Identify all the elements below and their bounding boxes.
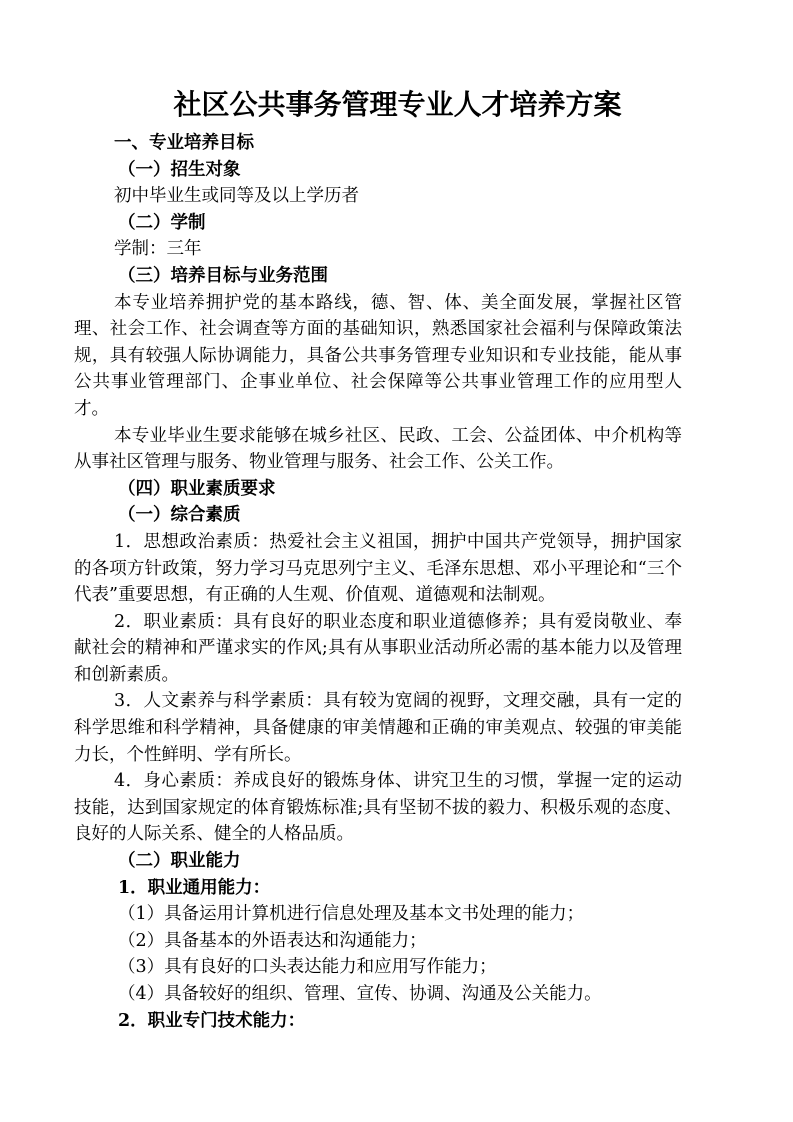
paragraph: 本专业毕业生要求能够在城乡社区、民政、工会、公益团体、中介机构等从事社区管理与服务、物业管理与服务、社会工作、公关工作。 bbox=[74, 425, 682, 473]
subsection-heading: 1．职业通用能力： bbox=[118, 877, 271, 898]
section-heading: 一、专业培养目标 bbox=[114, 133, 254, 153]
subsection-heading: （二）职业能力 bbox=[118, 851, 241, 872]
subsection-heading: （一）综合素质 bbox=[118, 505, 241, 526]
list-item: （2）具备基本的外语表达和沟通能力； bbox=[118, 930, 427, 951]
paragraph: 3．人文素养与科学素质：具有较为宽阔的视野，文理交融，具有一定的科学思维和科学精神，具备健康的审美情趣和正确的审美观点、较强的审美能力长，个性鲜明、学有所长。 bbox=[74, 691, 682, 765]
paragraph: 4．身心素质：养成良好的锻炼身体、讲究卫生的习惯，掌握一定的运动技能，达到国家规定的体育锻炼标准;具有坚韧不拔的毅力、积极乐观的态度、良好的人际关系、健全的人格品质。 bbox=[74, 771, 682, 845]
subsection-heading: （三）培养目标与业务范围 bbox=[118, 265, 328, 286]
paragraph: 1．思想政治素质：热爱社会主义祖国，拥护中国共产党领导，拥护国家的各项方针政策，努力学习马克思列宁主义、毛泽东思想、邓小平理论和“三个代表”重要思想，有正确的人生观、价值观、道德观和法制观。 bbox=[74, 531, 682, 606]
subsection-heading: （四）职业素质要求 bbox=[118, 478, 276, 499]
paragraph: 2．职业素质：具有良好的职业态度和职业道德修养；具有爱岗敬业、奉献社会的精神和严谨求实的作风;具有从事职业活动所必需的基本能力以及管理和创新素质。 bbox=[74, 611, 682, 685]
subsection-heading: （一）招生对象 bbox=[118, 159, 241, 180]
list-item: （1）具备运用计算机进行信息处理及基本文书处理的能力； bbox=[118, 904, 585, 925]
list-item: （4）具备较好的组织、管理、宣传、协调、沟通及公关能力。 bbox=[118, 984, 602, 1004]
subsection-heading: 2．职业专门技术能力： bbox=[118, 1010, 306, 1031]
body-text: 学制：三年 bbox=[114, 239, 202, 260]
list-item: （3）具有良好的口头表达能力和应用写作能力； bbox=[118, 957, 497, 978]
paragraph: 本专业培养拥护党的基本路线，德、智、体、美全面发展，掌握社区管理、社会工作、社会调查等方面的基础知识，熟悉国家社会福利与保障政策法规，具有较强人际协调能力，具备公共事务管理专业知识和专业技能，能从事公共事业管理部门、企事业单位、社会保障等公共事业管理工作的应用型人才。 bbox=[74, 292, 682, 419]
document-title: 社区公共事务管理专业人才培养方案 bbox=[173, 88, 622, 121]
body-text: 初中毕业生或同等及以上学历者 bbox=[114, 186, 359, 207]
subsection-heading: （二）学制 bbox=[118, 212, 206, 233]
